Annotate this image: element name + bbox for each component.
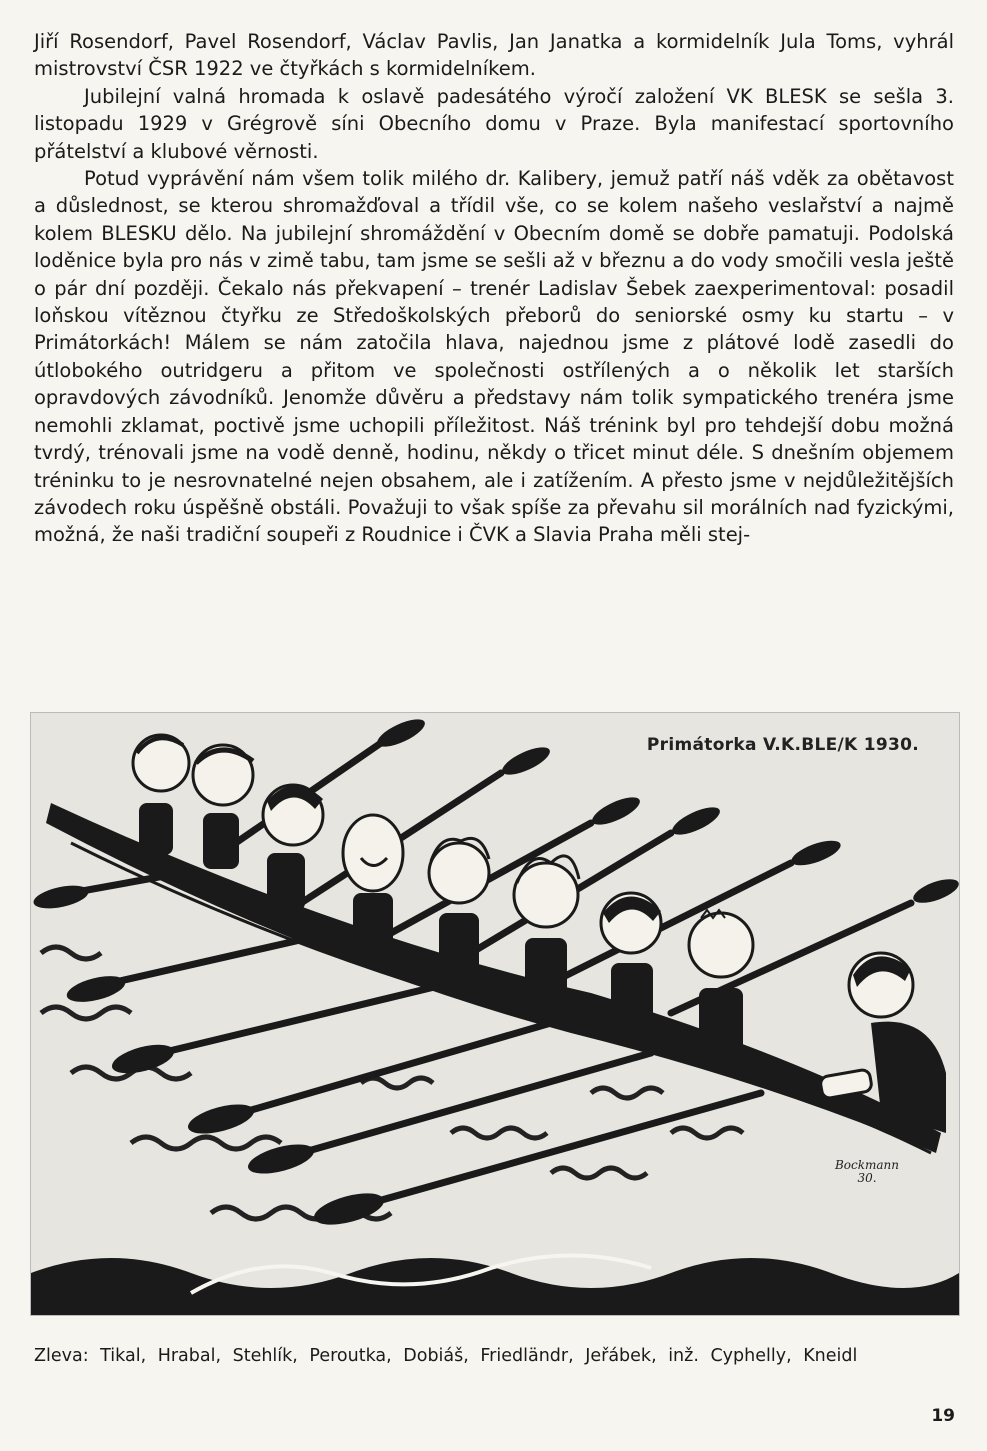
figure-title: Primátorka V.K.BLE/K 1930. — [646, 735, 919, 755]
rower-1 — [133, 735, 189, 855]
signature-year: 30. — [857, 1171, 877, 1185]
page-number: 19 — [931, 1406, 955, 1426]
paragraph-3: Potud vyprávění nám všem tolik milého dr. Kalibery, jemuž patří náš vděk za obětavost a důslednost, se kterou shromažďoval a třídil vše, co se kolem našeho veslařství a najmě kolem BLESKU dělo. Na jubilejní shromáždění v Obecním domě se dobře pamatuji. Podolská loděnice byla pro nás v zimě tabu, tam jsme se sešli až v březnu a do vody smočili vesla ještě o pár dní později. Čekalo nás překvapení – trenér Ladislav Šebek zaexperimentoval: posadil loňskou vítěznou čtyřku ze Středoškolských přeborů do seniorské osmy ku startu – v Primátorkách! Málem se nám zatočila hlava, najednou jsme z plátové lodě zasedli do útlobokého outridgeru a přitom ve společnosti ostřílených a o několik let starších opravdových závodníků. Jenomže důvěru a představy nám tolik sympatického trenéra jsme nemohli zklamat, poctivě jsme uchopili příležitost. Náš trénink byl pro tehdejší dobu možná tvrdý, trénovali jsme na vodě denně, hodinu, někdy o třicet minut déle. S dnešním objemem tréninku to je nesrovnatelné nejen obsahem, ale i zatížením. A přesto jsme v nejdůležitějších závodech roku úspěšně obstáli. Považuji to však spíše za převahu sil morálních nad fyzickými, možná, že naši tradiční soupeři z Roudnice i ČVK a Slavia Praha měli stej- — [34, 167, 954, 547]
paragraph-2: Jubilejní valná hromada k oslavě padesátého výročí založení VK BLESK se sešla 3. listopadu 1929 v Grégrově síni Obecního domu v Praze. Byla manifestací sportovního přátelství a klubové věrnosti. — [34, 84, 954, 163]
article-text — [34, 28, 954, 549]
figure-caption: Zleva: Tikal, Hrabal, Stehlík, Peroutka, Dobiáš, Friedländr, Jeřábek, inž. Cyphelly, Kneidl — [34, 1346, 858, 1366]
rowers — [133, 735, 946, 1133]
rower-2 — [193, 745, 253, 869]
rowing-eight-drawing — [31, 713, 959, 1315]
rowing-caricature-illustration — [30, 712, 960, 1316]
artist-signature — [835, 1159, 899, 1185]
paragraph-1: Jiří Rosendorf, Pavel Rosendorf, Václav Pavlis, Jan Janatka a kormidelník Jula Toms, vyhrál mistrovství ČSR 1922 ve čtyřkách s kormidelníkem. — [34, 30, 954, 81]
signature-name: Bockmann — [834, 1158, 899, 1172]
